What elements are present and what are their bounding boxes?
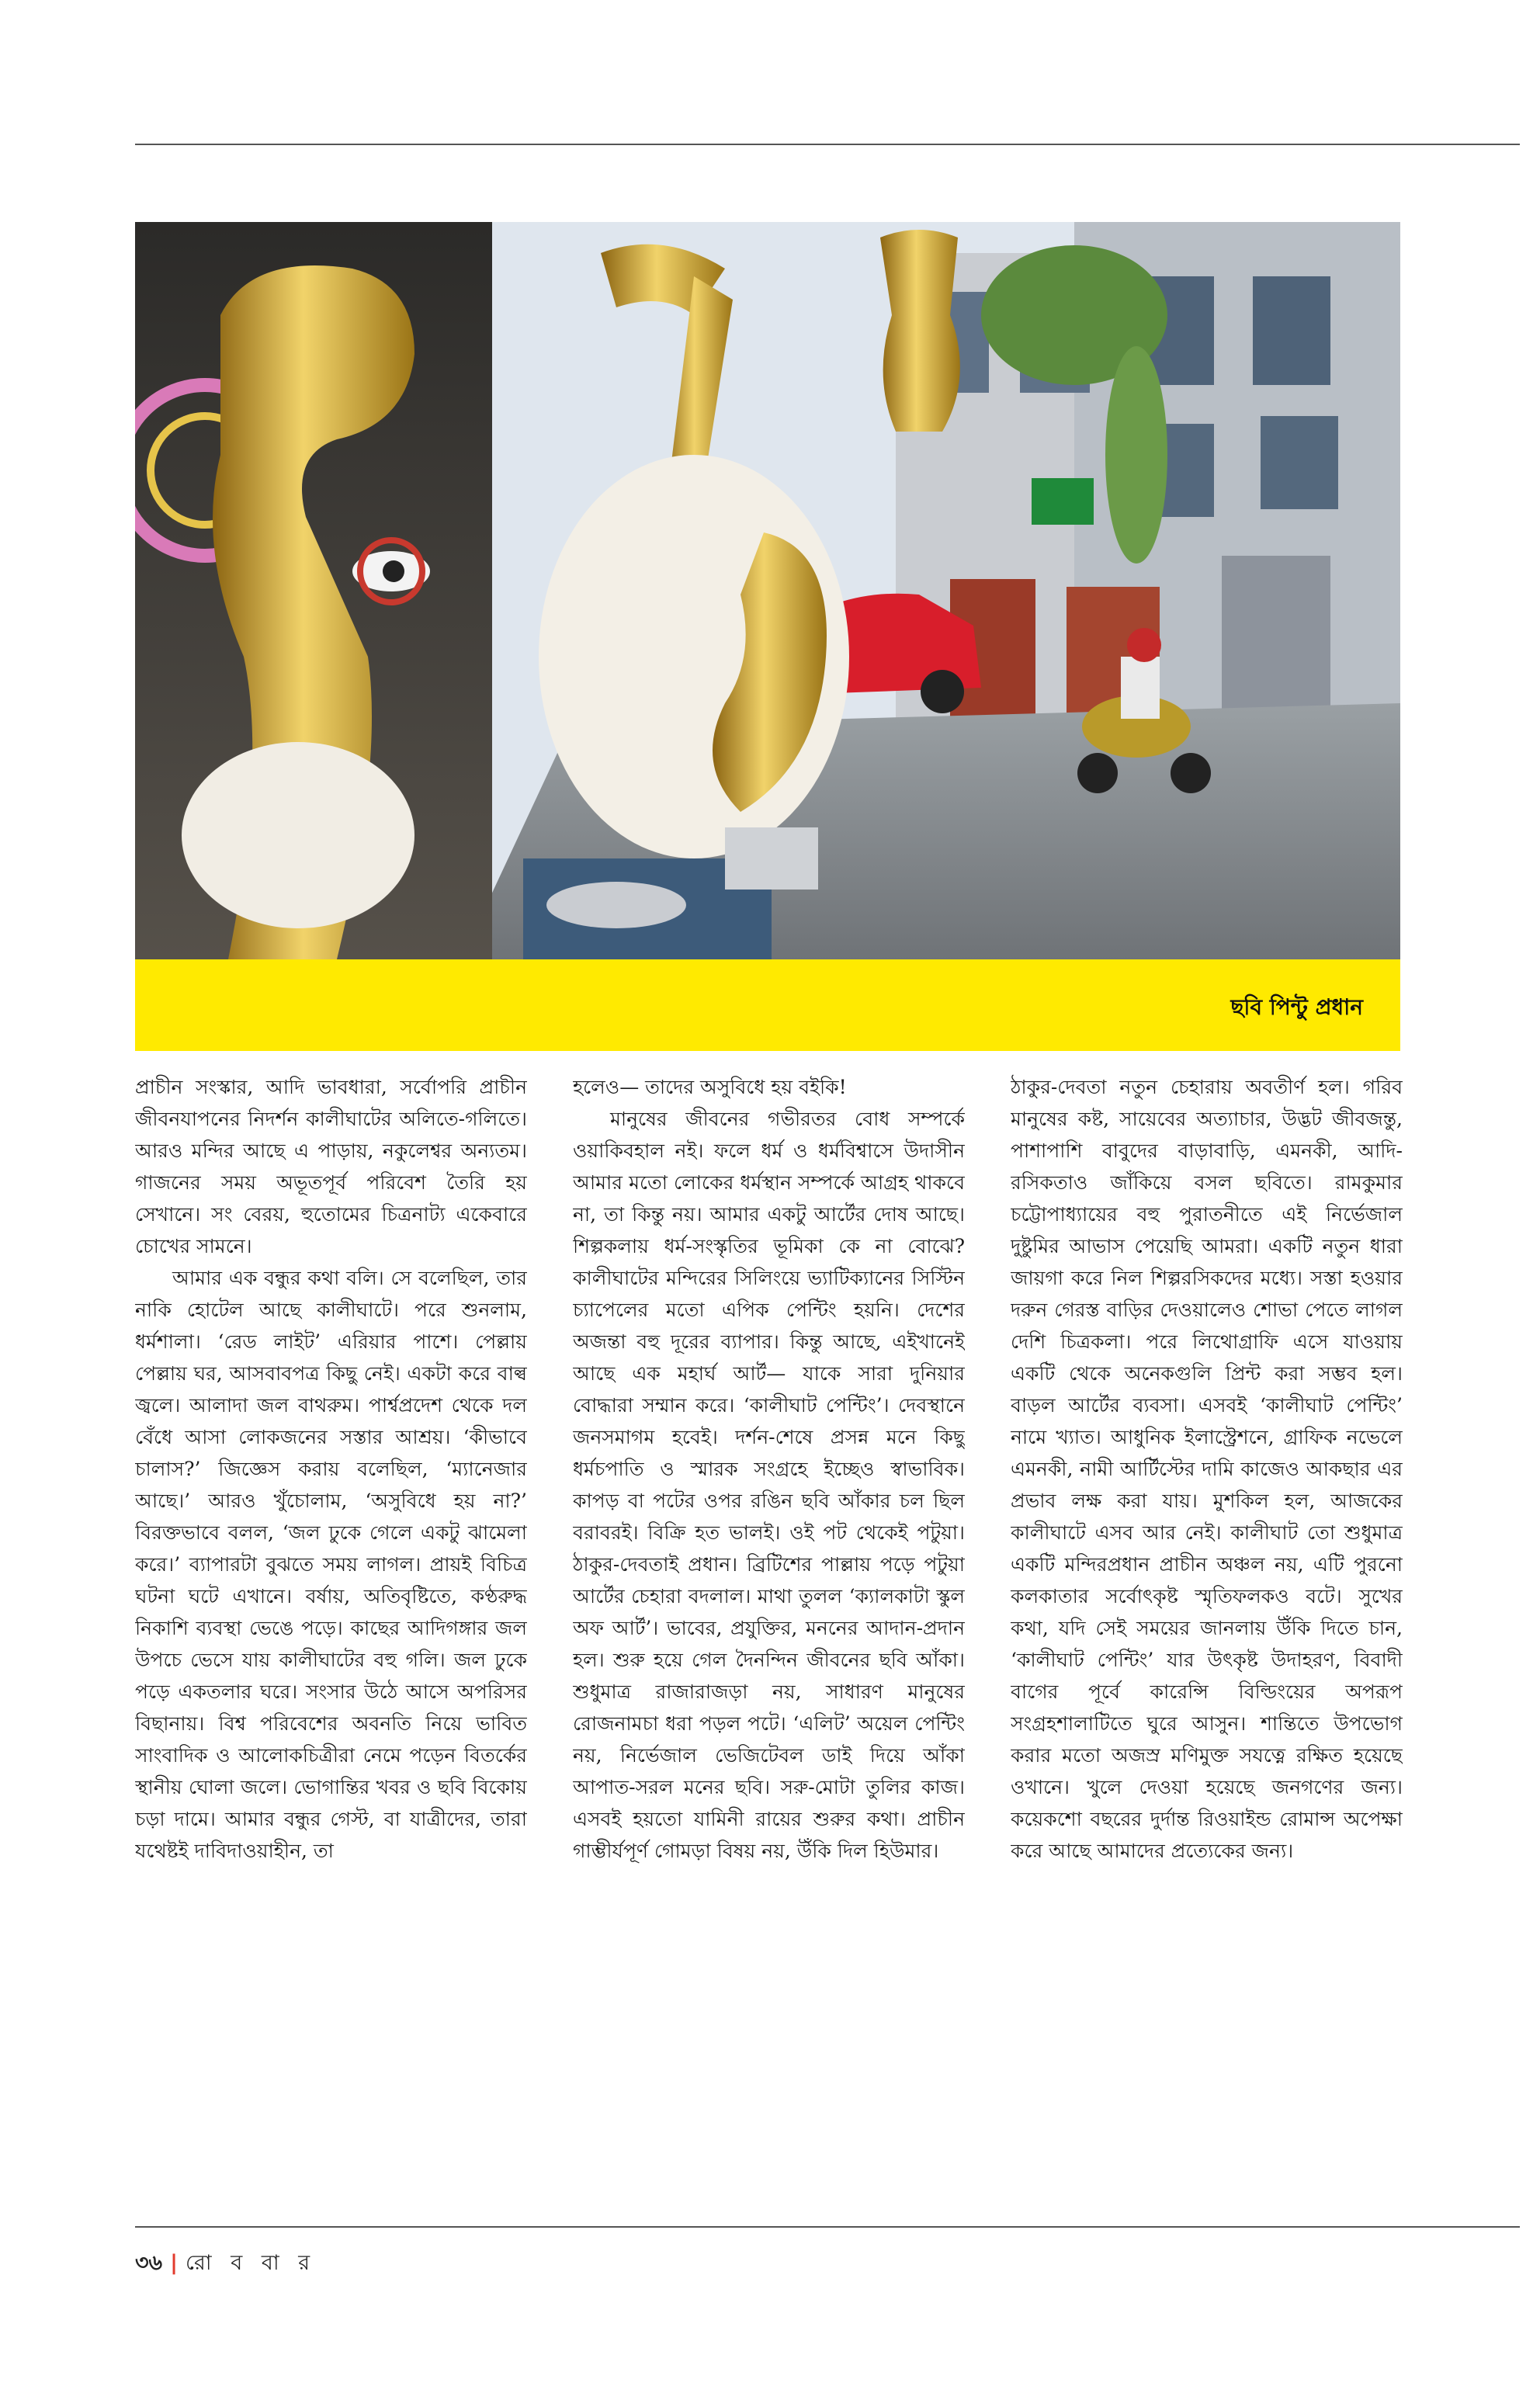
article-column-1 <box>135 1071 527 2189</box>
paragraph: আমার এক বন্ধুর কথা বলি। সে বলেছিল, তার নাকি হোটেল আছে কালীঘাটে। পরে শুনলাম, ধর্মশালা। ‘রেড লাইট’ এরিয়ার পাশে। পেল্লায় পেল্লায় ঘর, আসবাবপত্র কিছু নেই। একটা করে বাল্ব জ্বলে। আলাদা জল বাথরুম। পার্শ্বপ্রদেশ থেকে দল বেঁধে আসা লোকজনের সস্তার আশ্রয়। ‘কীভাবে চালাস?’ জিজ্ঞেস করায় বলেছিল, ‘ম্যানেজার আছে।’ আরও খুঁচোলাম, ‘অসুবিধে হয় না?’ বিরক্তভাবে বলল, ‘জল ঢুকে গেলে একটু ঝামেলা করে।’ ব্যাপারটা বুঝতে সময় লাগল। প্রায়ই বিচিত্র ঘটনা ঘটে এখানে। বর্ষায়, অতিবৃষ্টিতে, কণ্ঠরুদ্ধ নিকাশি ব্যবস্থা ভেঙে পড়ে। কাছের আদিগঙ্গার জল উপচে ভেসে যায় কালীঘাটের বহু গলি। জল ঢুকে পড়ে একতলার ঘরে। সংসার উঠে আসে অপরিসর বিছানায়। বিশ্ব পরিবেশের অবনতি নিয়ে ভাবিত সাংবাদিক ও আলোকচিত্রীরা নেমে পড়েন বিতর্কের স্থানীয় ঘোলা জলে। ভোগান্তির খবর ও ছবি বিকোয় চড়া দামে। আমার বন্ধুর গেস্ট, বা যাত্রীদের, তারা যথেষ্টই দাবিদাওয়াহীন, তা <box>135 1267 527 1862</box>
photo-credit: ছবি পিন্টু প্রধান <box>1230 994 1363 1020</box>
paragraph: মানুষের জীবনের গভীরতর বোধ সম্পর্কে ওয়াকিবহাল নই। ফলে ধর্ম ও ধর্মবিশ্বাসে উদাসীন আমার মতো লোকের ধর্মস্থান সম্পর্কে আগ্রহ থাকবে না, তা কিন্তু নয়। আমার একটু আর্টের দোষ আছে। শিল্পকলায় ধর্ম-সংস্কৃতির ভূমিকা কে না বোঝে? কালীঘাটের মন্দিরের সিলিংয়ে ভ্যাটিক্যানের সিস্টিন চ্যাপেলের মতো এপিক পেন্টিং হয়নি। দেশের অজন্তা বহু দূরের ব্যাপার। কিন্তু আছে, এইখানেই আছে এক মহার্ঘ আর্ট— যাকে সারা দুনিয়ার বোদ্ধারা সম্মান করে। ‘কালীঘাট পেন্টিং’। দেবস্থানে জনসমাগম হবেই। দর্শন-শেষে প্রসন্ন মনে কিছু ধর্মচপাতি ও স্মারক সংগ্রহে ইচ্ছেও স্বাভাবিক। কাপড় বা পটের ওপর রঙিন ছবি আঁকার চল ছিল বরাবরই। বিক্রি হত ভালই। ওই পট থেকেই পটুয়া। ঠাকুর-দেবতাই প্রধান। ব্রিটিশের পাল্লায় পড়ে পটুয়া আর্টের চেহারা বদলাল। মাথা তুলল ‘ক্যালকাটা স্কুল অফ আর্ট’। ভাবের, প্রযুক্তির, মননের আদান-প্রদান হল। শুরু হয়ে গেল দৈনন্দিন জীবনের ছবি আঁকা। শুধুমাত্র রাজারাজড়া নয়, সাধারণ মানুষের রোজনামচা ধরা পড়ল পটে। ‘এলিট’ অয়েল পেন্টিং নয়, নির্ভেজাল ভেজিটেবল ডাই দিয়ে আঁকা আপাত-সরল মনের ছবি। সরু-মোটা তুলির কাজ। এসবই হয়তো যামিনী রায়ের শুরুর কথা। প্রাচীন গাম্ভীর্যপূর্ণ গোমড়া বিষয় নয়, উঁকি দিল হিউমার। <box>573 1108 965 1862</box>
magazine-name: রো ব বা র <box>186 2251 317 2275</box>
paragraph: হলেও— তাদের অসুবিধে হয় বইকি! <box>573 1076 847 1098</box>
article-column-3 <box>1011 1071 1403 2189</box>
street-photo <box>135 222 1400 959</box>
bottom-rule <box>135 2226 1520 2228</box>
article-column-2 <box>573 1071 965 2189</box>
footer-separator: | <box>170 2251 178 2275</box>
paragraph: প্রাচীন সংস্কার, আদি ভাবধারা, সর্বোপরি প্রাচীন জীবনযাপনের নিদর্শন কালীঘাটের অলিতে-গলিতে। আরও মন্দির আছে এ পাড়ায়, নকুলেশ্বর অন্যতম। গাজনের সময় অভূতপূর্ব পরিবেশ তৈরি হয় সেখানে। সং বেরয়, হুতোমের চিত্রনাট্য একেবারে চোখের সামনে। <box>135 1076 527 1257</box>
paragraph: ঠাকুর-দেবতা নতুন চেহারায় অবতীর্ণ হল। গরিব মানুষের কষ্ট, সায়েবের অত্যাচার, উদ্ভট জীবজন্তু, পাশাপাশি বাবুদের বাড়াবাড়ি, এমনকী, আদি-রসিকতাও জাঁকিয়ে বসল ছবিতে। রামকুমার চট্টোপাধ্যায়ের বহু পুরাতনীতে এই নির্ভেজাল দুষ্টুমির আভাস পেয়েছি আমরা। একটি নতুন ধারা জায়গা করে নিল শিল্পরসিকদের মধ্যে। সস্তা হওয়ার দরুন গেরস্ত বাড়ির দেওয়ালেও শোভা পেতে লাগল দেশি চিত্রকলা। পরে লিথোগ্রাফি এসে যাওয়ায় একটি থেকে অনেকগুলি প্রিন্ট করা সম্ভব হল। বাড়ল আর্টের ব্যবসা। এসবই ‘কালীঘাট পেন্টিং’ নামে খ্যাত। আধুনিক ইলাস্ট্রেশনে, গ্রাফিক নভেলে এমনকী, নামী আর্টিস্টের দামি কাজেও আকছার এর প্রভাব লক্ষ করা যায়। মুশকিল হল, আজকের কালীঘাটে এসব আর নেই। কালীঘাট তো শুধুমাত্র একটি মন্দিরপ্রধান প্রাচীন অঞ্চল নয়, এটি পুরনো কলকাতার সর্বোৎকৃষ্ট স্মৃতিফলকও বটে। সুখের কথা, যদি সেই সময়ের জানলায় উঁকি দিতে চান, ‘কালীঘাট পেন্টিং’ যার উৎকৃষ্ট উদাহরণ, বিবাদী বাগের পূর্বে কারেন্সি বিল্ডিংয়ের অপরূপ সংগ্রহশালাটিতে ঘুরে আসুন। শান্তিতে উপভোগ করার মতো অজস্র মণিমুক্ত সযত্নে রক্ষিত হয়েছে ওখানে। খুলে দেওয়া হয়েছে জনগণের জন্য। কয়েকশো বছরের দুর্দান্ত রিওয়াইন্ড রোমান্স অপেক্ষা করে আছে আমাদের প্রত্যেকের জন্য। <box>1011 1076 1403 1862</box>
page-footer <box>135 2247 316 2282</box>
page-number: ৩৬ <box>135 2251 163 2275</box>
top-rule <box>135 144 1520 145</box>
photo-caption-bar <box>135 959 1400 1051</box>
